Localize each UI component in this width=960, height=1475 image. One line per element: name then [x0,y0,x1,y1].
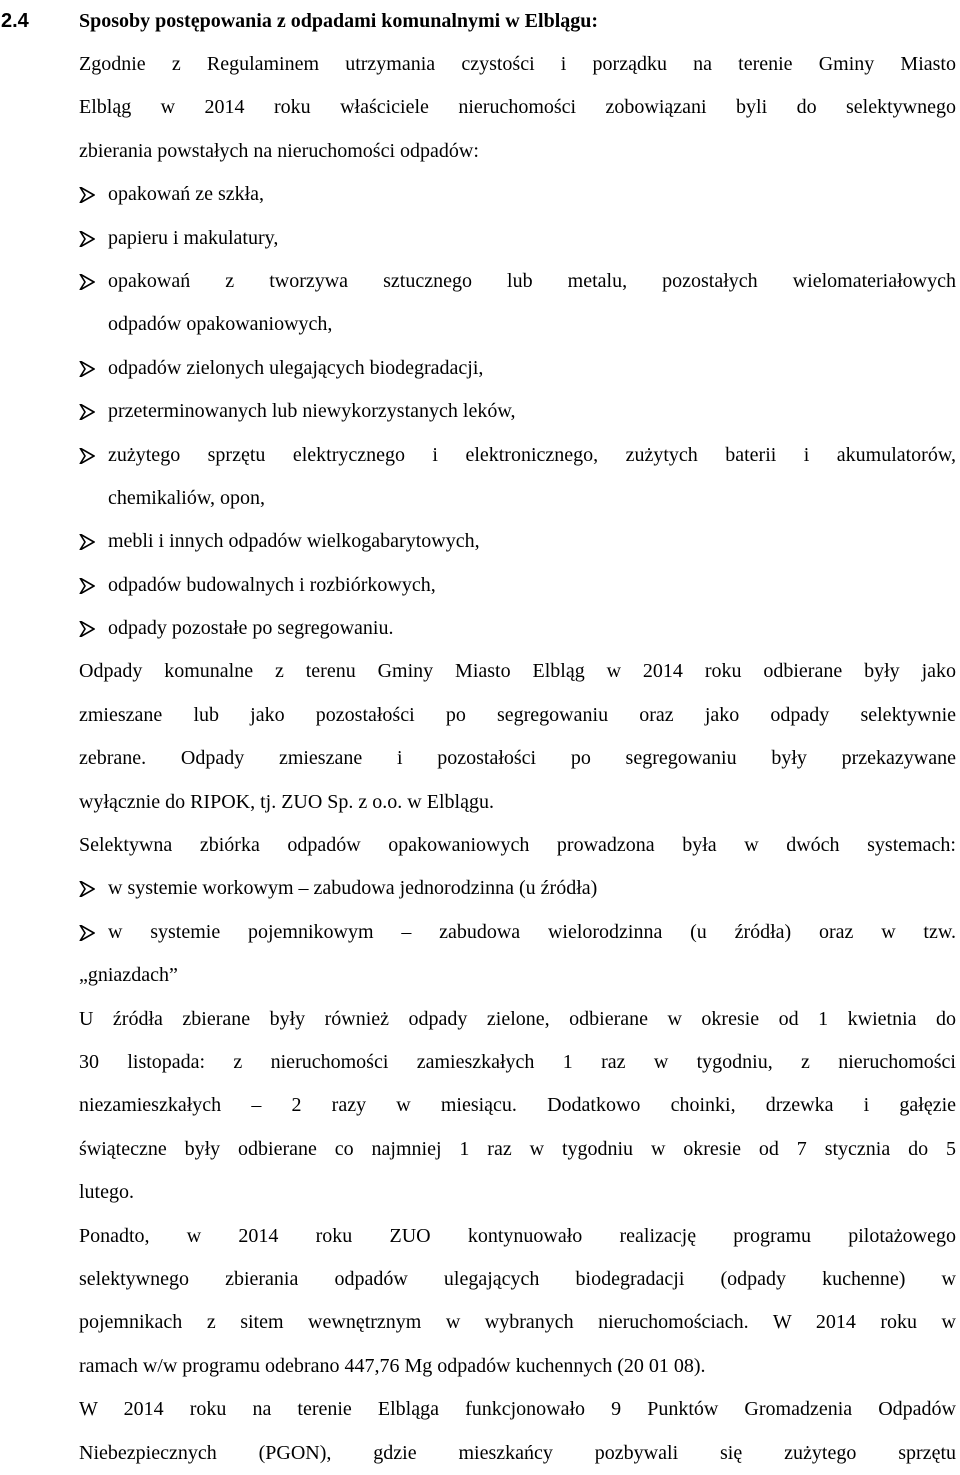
collection-systems-list [79,867,956,997]
list-item [79,390,956,433]
document-body [79,43,956,1475]
list-item-continuation: chemikaliów, opon, [108,486,266,509]
arrowhead-bullet-icon [79,448,95,464]
arrowhead-bullet-icon [79,274,95,290]
section-number: 2.4 [1,10,29,32]
list-item-text: mebli i innych odpadów wielkogabarytowych, [108,530,480,553]
text-line: Odpady komunalne z terenu Gminy Miasto Elbląg w 2014 roku odbierane były jako [79,660,956,683]
green-waste-paragraph [79,998,956,1215]
waste-types-list [79,173,956,650]
text-line: zbierania powstałych na nieruchomości odpadów: [79,139,479,162]
list-item [79,173,956,216]
list-item-text: w systemie pojemnikowym – zabudowa wielorodzinna (u źródła) oraz w tzw. [108,920,956,943]
text-line: U źródła zbierane były również odpady zielone, odbierane w okresie od 1 kwietnia do [79,1007,956,1030]
list-item-text: opakowań ze szkła, [108,183,265,206]
text-line: Niebezpiecznych (PGON), gdzie mieszkańcy pozbywali się zużytego sprzętu [79,1441,956,1464]
list-item [79,217,956,260]
text-line: wyłącznie do RIPOK, tj. ZUO Sp. z o.o. w Elblągu. [79,790,494,813]
arrowhead-bullet-icon [79,404,95,420]
text-line: Elbląg w 2014 roku właściciele nieruchomości zobowiązani byli do selektywnego [79,96,956,119]
text-line: pojemnikach z sitem wewnętrznym w wybranych nieruchomościach. W 2014 roku w [79,1311,956,1334]
pgon-paragraph [79,1388,956,1475]
arrowhead-bullet-icon [79,187,95,203]
list-item [79,911,956,954]
mixed-waste-paragraph [79,650,956,824]
text-line: 30 listopada: z nieruchomości zamieszkałych 1 raz w tygodniu, z nieruchomości [79,1050,956,1073]
list-item [79,607,956,650]
list-item-text: papieru i makulatury, [108,226,279,249]
list-item-text: odpady pozostałe po segregowaniu. [108,617,394,640]
list-item [79,434,956,477]
list-item-text: przeterminowanych lub niewykorzystanych leków, [108,400,516,423]
list-item-text: w systemie workowym – zabudowa jednorodzinna (u źródła) [108,877,598,900]
list-item-continuation: „gniazdach” [79,964,178,987]
text-line: selektywnego zbierania odpadów ulegających biodegradacji (odpady kuchenne) w [79,1267,956,1290]
list-item [79,260,956,303]
section-title: Sposoby postępowania z odpadami komunalnymi w Elblągu: [79,10,599,32]
list-item-text: opakowań z tworzywa sztucznego lub metalu, pozostałych wielomateriałowych [108,269,956,292]
arrowhead-bullet-icon [79,881,95,897]
text-line: zmieszane lub jako pozostałości po segregowaniu oraz jako odpady selektywnie [79,703,956,726]
text-line: zebrane. Odpady zmieszane i pozostałości po segregowaniu były przekazywane [79,747,956,770]
list-item-text: zużytego sprzętu elektrycznego i elektronicznego, zużytych baterii i akumulatorów, [108,443,956,466]
text-line: świąteczne były odbierane co najmniej 1 raz w tygodniu w okresie od 7 stycznia do 5 [79,1137,956,1160]
arrowhead-bullet-icon [79,621,95,637]
text-line: Ponadto, w 2014 roku ZUO kontynuowało realizację programu pilotażowego [79,1224,956,1247]
list-item [79,564,956,607]
arrowhead-bullet-icon [79,361,95,377]
text-line: Zgodnie z Regulaminem utrzymania czystości i porządku na terenie Gminy Miasto [79,53,956,75]
arrowhead-bullet-icon [79,231,95,247]
text-line: niezamieszkałych – 2 razy w miesiącu. Dodatkowo choinki, drzewka i gałęzie [79,1094,956,1117]
list-item [79,867,956,910]
list-item-continuation: odpadów opakowaniowych, [108,313,333,336]
list-item-text: odpadów zielonych ulegających biodegradacji, [108,356,484,379]
arrowhead-bullet-icon [79,578,95,594]
list-item [79,347,956,390]
systems-intro-line: Selektywna zbiórka odpadów opakowaniowych prowadzona była w dwóch systemach: [79,834,956,857]
text-line: lutego. [79,1181,134,1204]
list-item-text: odpadów budowalnych i rozbiórkowych, [108,573,436,596]
pilot-program-paragraph [79,1215,956,1389]
text-line: W 2014 roku na terenie Elbląga funkcjonowało 9 Punktów Gromadzenia Odpadów [79,1398,956,1421]
list-item [79,520,956,563]
arrowhead-bullet-icon [79,925,95,941]
arrowhead-bullet-icon [79,534,95,550]
text-line: ramach w/w programu odebrano 447,76 Mg odpadów kuchennych (20 01 08). [79,1354,706,1377]
intro-paragraph [79,43,956,173]
